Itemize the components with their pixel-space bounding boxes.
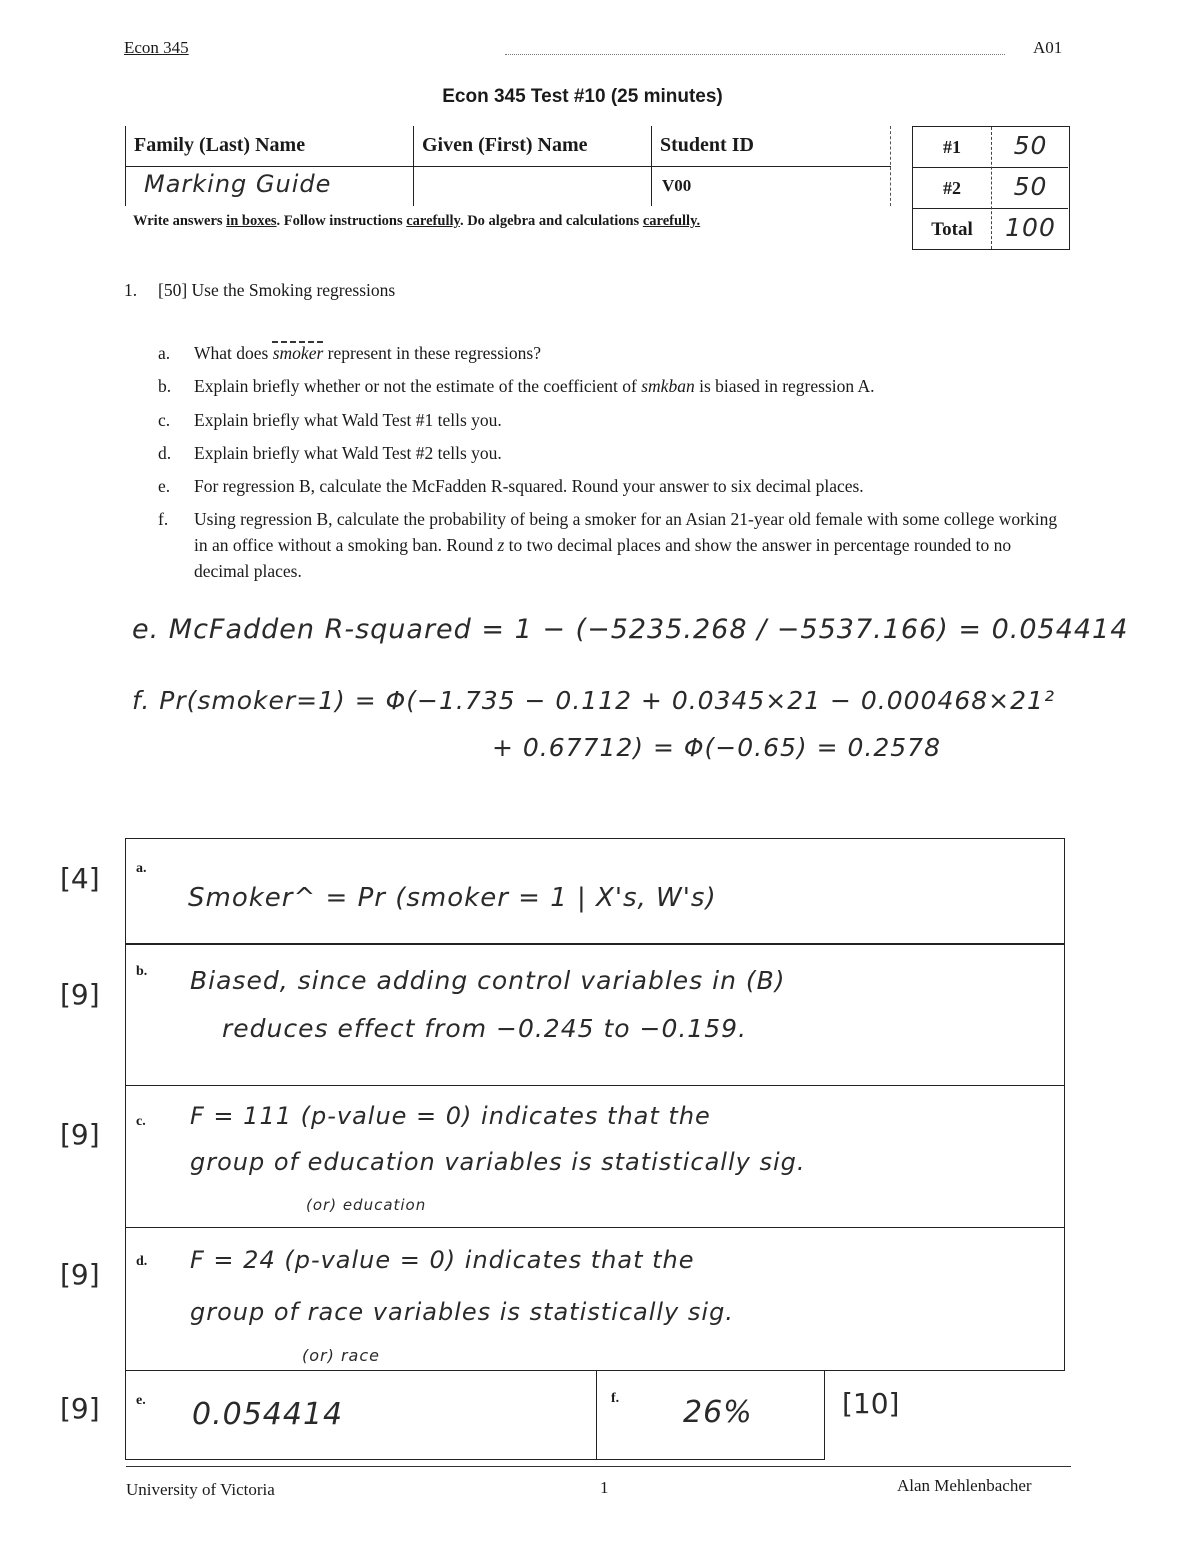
answer-label: c. bbox=[136, 1114, 146, 1129]
answer-box-b[interactable] bbox=[125, 943, 1065, 1086]
part-letter: b. bbox=[158, 376, 172, 396]
answer-label: a. bbox=[136, 861, 147, 876]
score-divider bbox=[991, 127, 992, 249]
part-text: For regression B, calculate the McFadden R-squared. Round your answer to six decimal places. bbox=[194, 476, 864, 496]
course-code: Econ 345 bbox=[124, 38, 189, 57]
points-d: [9] bbox=[60, 1258, 100, 1291]
answer-text: group of education variables is statistically sig. bbox=[190, 1148, 806, 1176]
instructions-text-2: . Follow instructions bbox=[276, 213, 407, 229]
instructions-text-3: . Do algebra and calculations bbox=[459, 213, 643, 229]
part-text: What does bbox=[194, 343, 273, 363]
question-part-a bbox=[158, 340, 1064, 366]
form-code: A01 bbox=[1033, 38, 1063, 57]
answer-text: Biased, since adding control variables in (B) bbox=[190, 966, 786, 995]
answer-text: (or) race bbox=[302, 1346, 380, 1365]
part-text: represent in these regressions? bbox=[323, 343, 541, 363]
score-value: 50 bbox=[1013, 172, 1048, 201]
score-table bbox=[912, 126, 1070, 250]
score-label: #2 bbox=[943, 178, 961, 198]
answer-text: Smoker^ = Pr (smoker = 1 | X's, W's) bbox=[188, 883, 717, 913]
name-table bbox=[125, 126, 890, 206]
score-label: #1 bbox=[943, 137, 961, 157]
instructions-emph-3: carefully. bbox=[642, 213, 701, 229]
work-line-f2: + 0.67712) = Φ(−0.65) = 0.2578 bbox=[492, 733, 941, 762]
work-line-f1: f. Pr(smoker=1) = Φ(−1.735 − 0.112 + 0.0345×21 − 0.000468×21² bbox=[132, 686, 1055, 715]
question-part-e bbox=[158, 473, 1064, 499]
points-f: [10] bbox=[842, 1387, 900, 1420]
answer-label: d. bbox=[136, 1254, 148, 1269]
answer-label: e. bbox=[136, 1393, 146, 1408]
part-term: z bbox=[497, 535, 505, 555]
footer-university: University of Victoria bbox=[126, 1480, 275, 1499]
answer-box-e[interactable] bbox=[125, 1370, 597, 1460]
answer-text: 0.054414 bbox=[192, 1397, 344, 1432]
instructions bbox=[133, 213, 700, 230]
answer-text: F = 24 (p-value = 0) indicates that the bbox=[190, 1246, 695, 1274]
part-text: Using regression B, calculate the probability of being a smoker for an Asian 21-year old female with some college working in an office without a smoking ban. Round bbox=[194, 509, 1058, 555]
page-title: Econ 345 Test #10 (25 minutes) bbox=[442, 86, 723, 107]
points-b: [9] bbox=[60, 978, 100, 1011]
answer-text: (or) education bbox=[306, 1196, 427, 1214]
question-intro: [50] Use the Smoking regressions bbox=[158, 280, 396, 300]
last-name-header: Family (Last) Name bbox=[134, 134, 306, 156]
points-c: [9] bbox=[60, 1118, 100, 1151]
part-text: Explain briefly what Wald Test #1 tells you. bbox=[194, 410, 502, 430]
answer-text: group of race variables is statistically sig. bbox=[190, 1298, 734, 1326]
part-text: Explain briefly whether or not the estimate of the coefficient of bbox=[194, 376, 642, 396]
question-part-d bbox=[158, 440, 1064, 466]
part-letter: a. bbox=[158, 343, 171, 363]
header-dotted-line bbox=[505, 54, 1005, 55]
part-term: smkban bbox=[641, 376, 695, 396]
question-part-c bbox=[158, 407, 1064, 433]
score-label: Total bbox=[931, 219, 973, 240]
instructions-emph-1: in boxes bbox=[226, 213, 277, 229]
question-part-f bbox=[158, 506, 1064, 584]
answer-box-c[interactable] bbox=[125, 1085, 1065, 1228]
page-number: 1 bbox=[600, 1478, 609, 1497]
answer-label: f. bbox=[611, 1391, 620, 1406]
part-letter: c. bbox=[158, 410, 171, 430]
part-text: to two decimal places and show the answer in percentage rounded to no decimal places. bbox=[194, 535, 1012, 581]
footer-rule bbox=[126, 1466, 1071, 1467]
answer-box-f[interactable] bbox=[596, 1370, 825, 1460]
instructions-text-1: Write answers bbox=[133, 213, 227, 229]
answer-box-a[interactable] bbox=[125, 838, 1065, 945]
points-a: [4] bbox=[60, 862, 100, 895]
part-text: is biased in regression A. bbox=[694, 376, 875, 396]
answer-text: reduces effect from −0.245 to −0.159. bbox=[222, 1014, 747, 1043]
footer-author: Alan Mehlenbacher bbox=[897, 1476, 1032, 1495]
part-letter: d. bbox=[158, 443, 172, 463]
student-id-header: Student ID bbox=[660, 134, 754, 156]
answer-label: b. bbox=[136, 964, 148, 979]
answer-text: F = 111 (p-value = 0) indicates that the bbox=[190, 1102, 711, 1130]
part-text: Explain briefly what Wald Test #2 tells you. bbox=[194, 443, 502, 463]
score-value: 50 bbox=[1013, 131, 1048, 160]
name-table-divider bbox=[126, 166, 891, 167]
question-number: 1. bbox=[124, 280, 138, 300]
part-term: smoker bbox=[272, 343, 324, 363]
instructions-emph-2: carefully bbox=[406, 213, 460, 229]
first-name-header: Given (First) Name bbox=[422, 134, 588, 156]
points-e: [9] bbox=[60, 1392, 100, 1425]
score-value: 100 bbox=[1005, 213, 1056, 242]
question-part-b bbox=[158, 373, 1064, 399]
part-letter: f. bbox=[158, 509, 169, 529]
work-line-e: e. McFadden R-squared = 1 − (−5235.268 / −5537.166) = 0.054414 bbox=[132, 614, 1129, 645]
part-letter: e. bbox=[158, 476, 171, 496]
student-id-value[interactable]: V00 bbox=[662, 176, 692, 195]
answer-box-d[interactable] bbox=[125, 1227, 1065, 1371]
last-name-value[interactable]: Marking Guide bbox=[144, 170, 332, 198]
answer-text: 26% bbox=[683, 1395, 753, 1430]
